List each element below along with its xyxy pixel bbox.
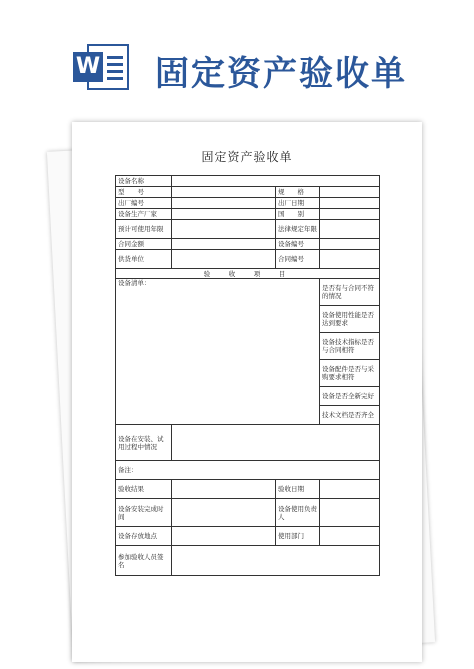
check-item: 是否有与合同不符的情况	[320, 279, 380, 306]
value-contract-amount[interactable]	[172, 239, 276, 250]
check-item: 设备技术指标是否与合同相符	[320, 333, 380, 360]
value-user-person[interactable]	[320, 499, 380, 527]
check-item: 设备配件是否与采购要求相符	[320, 360, 380, 387]
header	[0, 0, 474, 110]
label-factory-date: 出厂日期	[276, 198, 320, 209]
label-install-date: 设备安装完成时间	[116, 499, 172, 527]
value-dept[interactable]	[320, 527, 380, 546]
label-install-test: 设备在安装、试用过程中情况	[116, 425, 172, 461]
value-signers[interactable]	[172, 546, 380, 576]
value-contract-no[interactable]	[320, 250, 380, 269]
value-expected-life[interactable]	[172, 220, 276, 239]
acceptance-form-table	[115, 175, 380, 576]
label-model: 型 号	[116, 187, 172, 198]
form-title: 固定资产验收单	[201, 150, 293, 164]
label-remarks: 备注：	[118, 466, 138, 474]
value-country[interactable]	[320, 209, 380, 220]
label-dept: 使用部门	[276, 527, 320, 546]
page-title: 固定资产验收单	[155, 54, 407, 94]
remarks-row[interactable]	[116, 461, 380, 480]
inventory-label: 设备清单：	[118, 279, 151, 287]
value-result[interactable]	[172, 480, 276, 499]
label-contract-no: 合同编号	[276, 250, 320, 269]
label-manufacturer: 设备生产厂家	[116, 209, 172, 220]
label-spec: 规 格	[276, 187, 320, 198]
label-legal-life: 法律规定年限	[276, 220, 320, 239]
label-user-person: 设备使用负责人	[276, 499, 320, 527]
label-storage: 设备存放地点	[116, 527, 172, 546]
label-expected-life: 预计可使用年限	[116, 220, 172, 239]
value-install-test[interactable]	[172, 425, 380, 461]
value-factory-date[interactable]	[320, 198, 380, 209]
value-install-date[interactable]	[172, 499, 276, 527]
word-badge: W	[73, 52, 103, 82]
word-document-icon	[73, 44, 129, 90]
label-device-name: 设备名称	[116, 176, 172, 187]
label-contract-amount: 合同金额	[116, 239, 172, 250]
label-supplier: 供货单位	[116, 250, 172, 269]
value-factory-no[interactable]	[172, 198, 276, 209]
value-model[interactable]	[172, 187, 276, 198]
check-item: 设备使用性能是否达到要求	[320, 306, 380, 333]
value-manufacturer[interactable]	[172, 209, 276, 220]
label-device-no: 设备编号	[276, 239, 320, 250]
check-item: 技术文档是否齐全	[320, 406, 380, 425]
value-device-no[interactable]	[320, 239, 380, 250]
check-item: 设备是否全新完好	[320, 387, 380, 406]
value-storage[interactable]	[172, 527, 276, 546]
value-device-name[interactable]	[172, 176, 380, 187]
label-signers: 参加验收人员签名	[116, 546, 172, 576]
value-supplier[interactable]	[172, 250, 276, 269]
value-legal-life[interactable]	[320, 220, 380, 239]
value-spec[interactable]	[320, 187, 380, 198]
document-page	[72, 122, 422, 662]
label-factory-no: 出厂编号	[116, 198, 172, 209]
value-accept-date[interactable]	[320, 480, 380, 499]
inventory-area[interactable]	[116, 279, 320, 425]
label-accept-date: 验收日期	[276, 480, 320, 499]
label-result: 验收结果	[116, 480, 172, 499]
label-country: 国 别	[276, 209, 320, 220]
section-title: 验 收 项 目	[116, 269, 380, 279]
